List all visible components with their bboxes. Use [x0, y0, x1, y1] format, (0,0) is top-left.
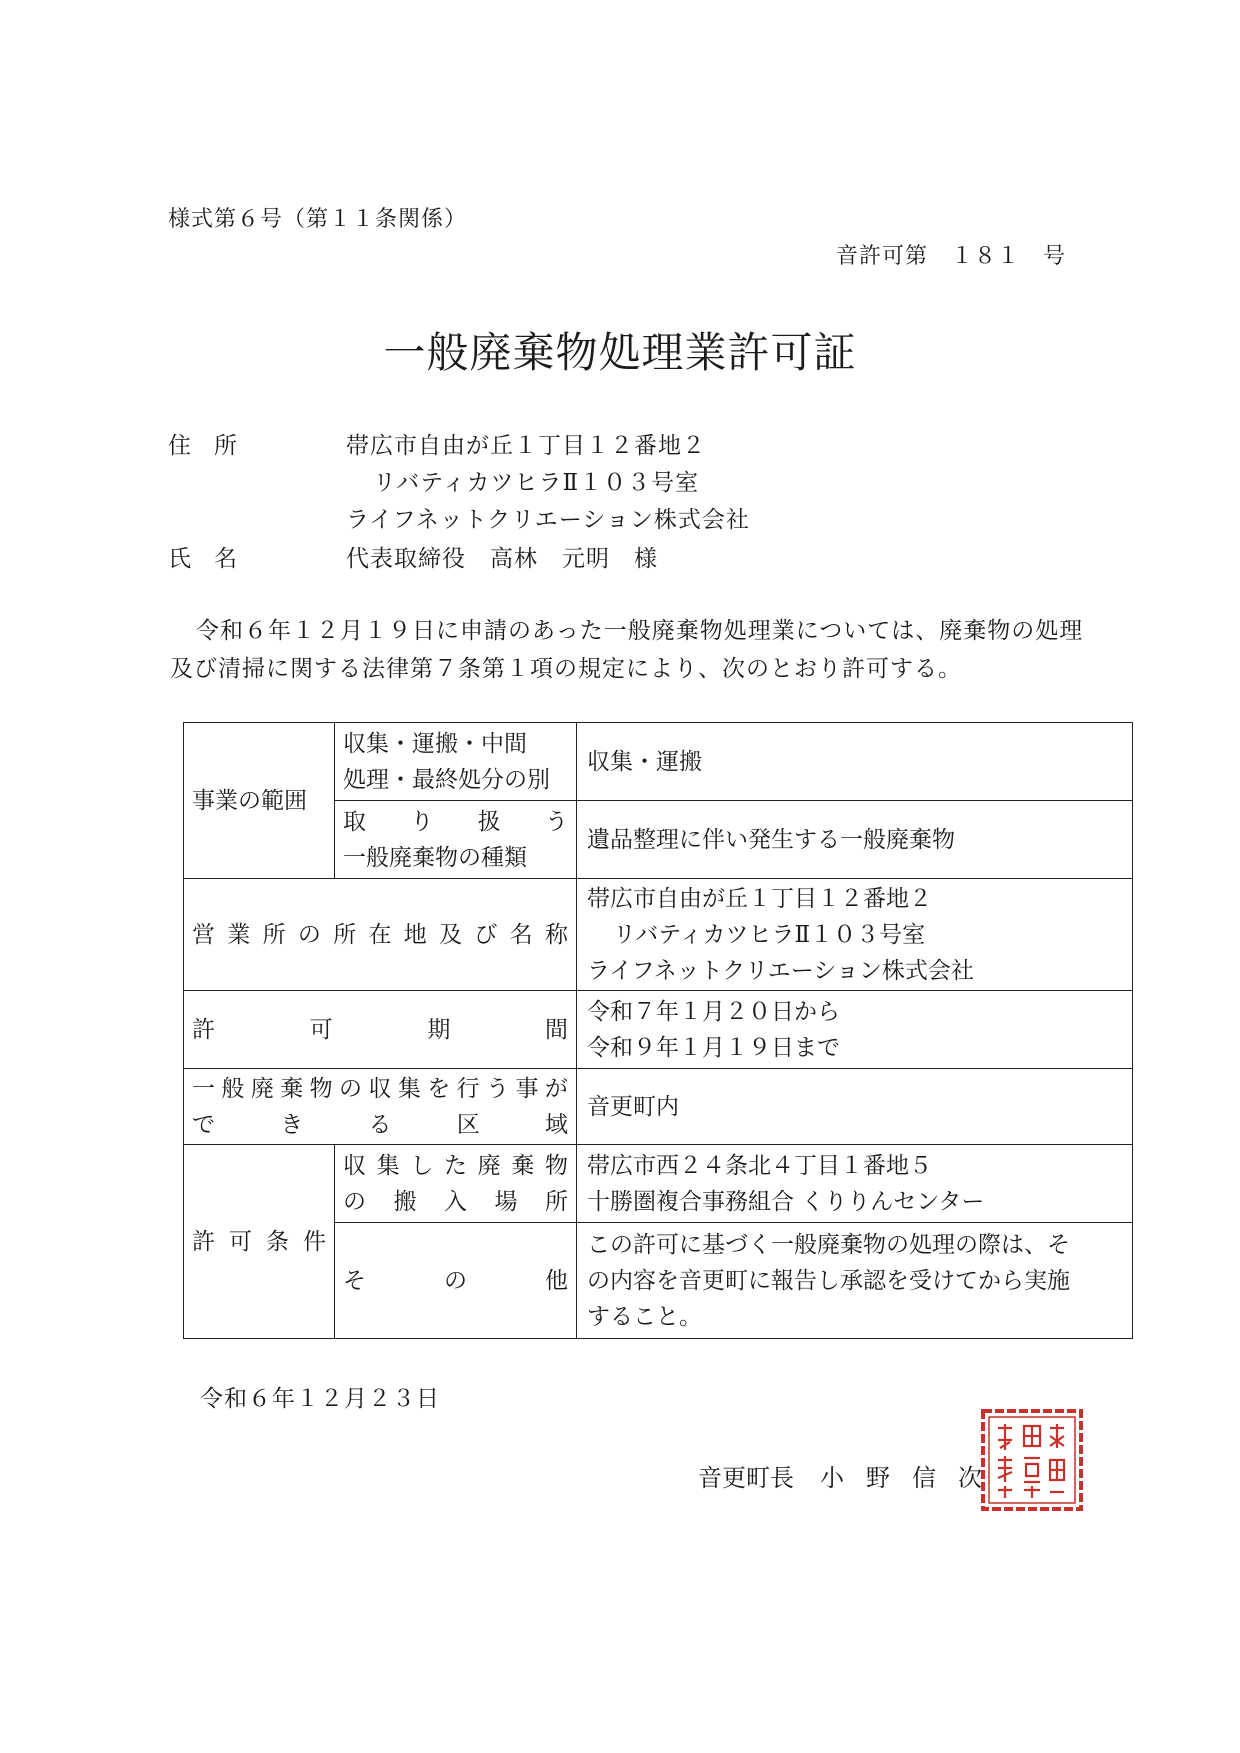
waste-type-label-2: 一般廃棄物の種類 — [343, 844, 527, 871]
collection-area-value: 音更町内 — [577, 1069, 1133, 1145]
category-value: 収集・運搬 — [577, 723, 1133, 801]
period-value — [577, 991, 1133, 1069]
destination-label: 収 集 し た 廃 棄 物 の 搬 入 場 所 — [335, 1145, 577, 1223]
permit-details-table — [183, 722, 1133, 1339]
waste-type-label-1: 取 り 扱 う — [343, 808, 568, 835]
scope-label: 事業の範囲 — [184, 723, 335, 879]
table-row — [184, 723, 1133, 801]
address-label: 住 所 — [168, 433, 237, 459]
office-value — [577, 879, 1133, 991]
office-line-3: ライフネットクリエーション株式会社 — [587, 957, 974, 984]
table-row — [184, 879, 1133, 991]
intro-line-1: 令和６年１２月１９日に申請のあった一般廃棄物処理業については、廃棄物の処理 — [196, 618, 1084, 644]
other-label: そ の 他 — [335, 1223, 577, 1339]
permit-number: 音許可第 １８１ 号 — [836, 244, 1067, 269]
intro-line-2: 及び清掃に関する法律第７条第１項の規定により、次のとおり許可する。 — [170, 656, 962, 682]
address-line-2: リバティカツヒラⅡ１０３号室 — [373, 470, 700, 496]
table-row — [184, 991, 1133, 1069]
category-label-1: 収集・運搬・中間 — [343, 730, 527, 757]
period-start: 令和７年１月２０日から — [587, 998, 840, 1025]
table-row — [184, 1145, 1133, 1223]
other-line-1: この許可に基づく一般廃棄物の処理の際は、そ — [587, 1231, 1070, 1258]
waste-type-value: 遺品整理に伴い発生する一般廃棄物 — [577, 801, 1133, 879]
other-line-3: すること。 — [587, 1303, 702, 1330]
mayor-title: 音更町長 — [698, 1464, 794, 1492]
other-line-2: の内容を音更町に報告し承認を受けてから実施 — [587, 1267, 1070, 1294]
conditions-label: 許 可 条 件 — [184, 1145, 335, 1339]
office-label: 営 業 所 の 所 在 地 及 び 名 称 — [184, 879, 577, 991]
form-number: 様式第６号（第１１条関係） — [168, 207, 468, 232]
category-label — [335, 723, 577, 801]
address-line-3: ライフネットクリエーション株式会社 — [346, 507, 750, 533]
office-line-1: 帯広市自由が丘１丁目１２番地２ — [587, 885, 932, 912]
issue-date: 令和６年１２月２３日 — [200, 1386, 440, 1412]
holder-name: 代表取締役 高林 元明 様 — [346, 546, 658, 572]
destination-value — [577, 1145, 1133, 1223]
period-label: 許 可 期 間 — [184, 991, 577, 1069]
waste-type-label — [335, 801, 577, 879]
official-seal — [980, 1408, 1084, 1512]
table-row — [184, 1069, 1133, 1145]
category-label-2: 処理・最終処分の別 — [343, 766, 550, 793]
destination-line-2: 十勝圏複合事務組合 くりりんセンター — [587, 1188, 985, 1215]
collection-area-label: 一 般 廃 棄 物 の 収 集 を 行 う 事 が で き る 区 域 — [184, 1069, 577, 1145]
mayor-name: 小野信次 — [820, 1464, 1004, 1492]
destination-line-1: 帯広市西２４条北４丁目１番地５ — [587, 1152, 932, 1179]
document-title: 一般廃棄物処理業許可証 — [383, 328, 857, 377]
office-line-2: リバティカツヒラⅡ１０３号室 — [613, 921, 926, 948]
address-line-1: 帯広市自由が丘１丁目１２番地２ — [346, 433, 706, 459]
period-end: 令和９年１月１９日まで — [587, 1034, 840, 1061]
name-label: 氏 名 — [168, 546, 237, 572]
other-value — [577, 1223, 1133, 1339]
